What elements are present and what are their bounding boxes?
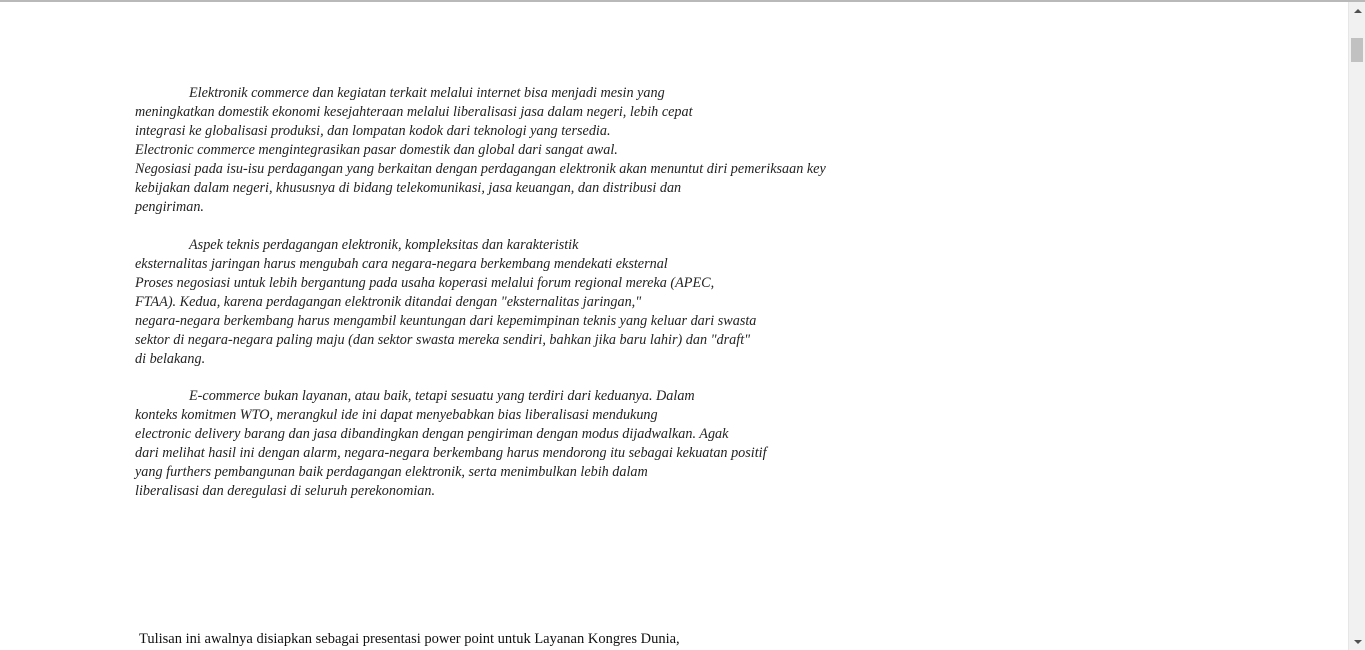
scroll-up-arrow-icon[interactable] — [1349, 2, 1365, 19]
paragraph-line: negara-negara berkembang harus mengambil keuntungan dari kepemimpinan teknis yang keluar dari swasta — [135, 313, 757, 329]
paragraph-3 — [135, 387, 767, 501]
paragraph-line: dari melihat hasil ini dengan alarm, negara-negara berkembang harus mendorong itu sebagai kekuatan positif — [135, 445, 767, 461]
paragraph-line: electronic delivery barang dan jasa dibandingkan dengan pengiriman dengan modus dijadwalkan. Agak — [135, 426, 729, 442]
paragraph-line: Electronic commerce mengintegrasikan pasar domestik dan global dari sangat awal. — [135, 142, 618, 158]
paragraph-line: Elektronik commerce dan kegiatan terkait melalui internet bisa menjadi mesin yang — [189, 85, 665, 101]
paragraph-line: Proses negosiasi untuk lebih bergantung pada usaha koperasi melalui forum regional mereka (APEC, — [135, 275, 715, 291]
paragraph-line: integrasi ke globalisasi produksi, dan lompatan kodok dari teknologi yang tersedia. — [135, 123, 611, 139]
paragraph-line: pengiriman. — [135, 199, 204, 215]
paragraph-line: eksternalitas jaringan harus mengubah cara negara-negara berkembang mendekati eksternal — [135, 256, 668, 272]
paragraph-line: E-commerce bukan layanan, atau baik, tetapi sesuatu yang terdiri dari keduanya. Dalam — [189, 388, 695, 404]
paragraph-line: Negosiasi pada isu-isu perdagangan yang berkaitan dengan perdagangan elektronik akan menuntut diri pemeriksaan key — [135, 161, 826, 177]
paragraph-line: FTAA). Kedua, karena perdagangan elektronik ditandai dengan "eksternalitas jaringan," — [135, 294, 642, 310]
paragraph-line: di belakang. — [135, 351, 206, 367]
paragraph-line: Aspek teknis perdagangan elektronik, kompleksitas dan karakteristik — [189, 237, 579, 253]
paragraph-line: kebijakan dalam negeri, khususnya di bidang telekomunikasi, jasa keuangan, dan distribusi dan — [135, 180, 682, 196]
footnote-text: Tulisan ini awalnya disiapkan sebagai presentasi power point untuk Layanan Kongres Dunia, — [139, 631, 680, 647]
paragraph-line: meningkatkan domestik ekonomi kesejahteraan melalui liberalisasi jasa dalam negeri, lebih cepat — [135, 104, 693, 120]
scroll-down-arrow-icon[interactable] — [1349, 633, 1365, 650]
paragraph-line: yang furthers pembangunan baik perdagangan elektronik, serta menimbulkan lebih dalam — [135, 464, 648, 480]
paragraph-1 — [135, 84, 826, 217]
paragraph-line: konteks komitmen WTO, merangkul ide ini dapat menyebabkan bias liberalisasi mendukung — [135, 407, 658, 423]
paragraph-2 — [135, 236, 756, 369]
paragraph-line: sektor di negara-negara paling maju (dan sektor swasta mereka sendiri, bahkan jika baru lahir) dan "draft" — [135, 332, 751, 348]
document-page — [0, 2, 1348, 650]
paragraph-line: liberalisasi dan deregulasi di seluruh perekonomian. — [135, 483, 436, 499]
scrollbar-thumb[interactable] — [1351, 38, 1363, 62]
vertical-scrollbar[interactable] — [1348, 2, 1365, 650]
